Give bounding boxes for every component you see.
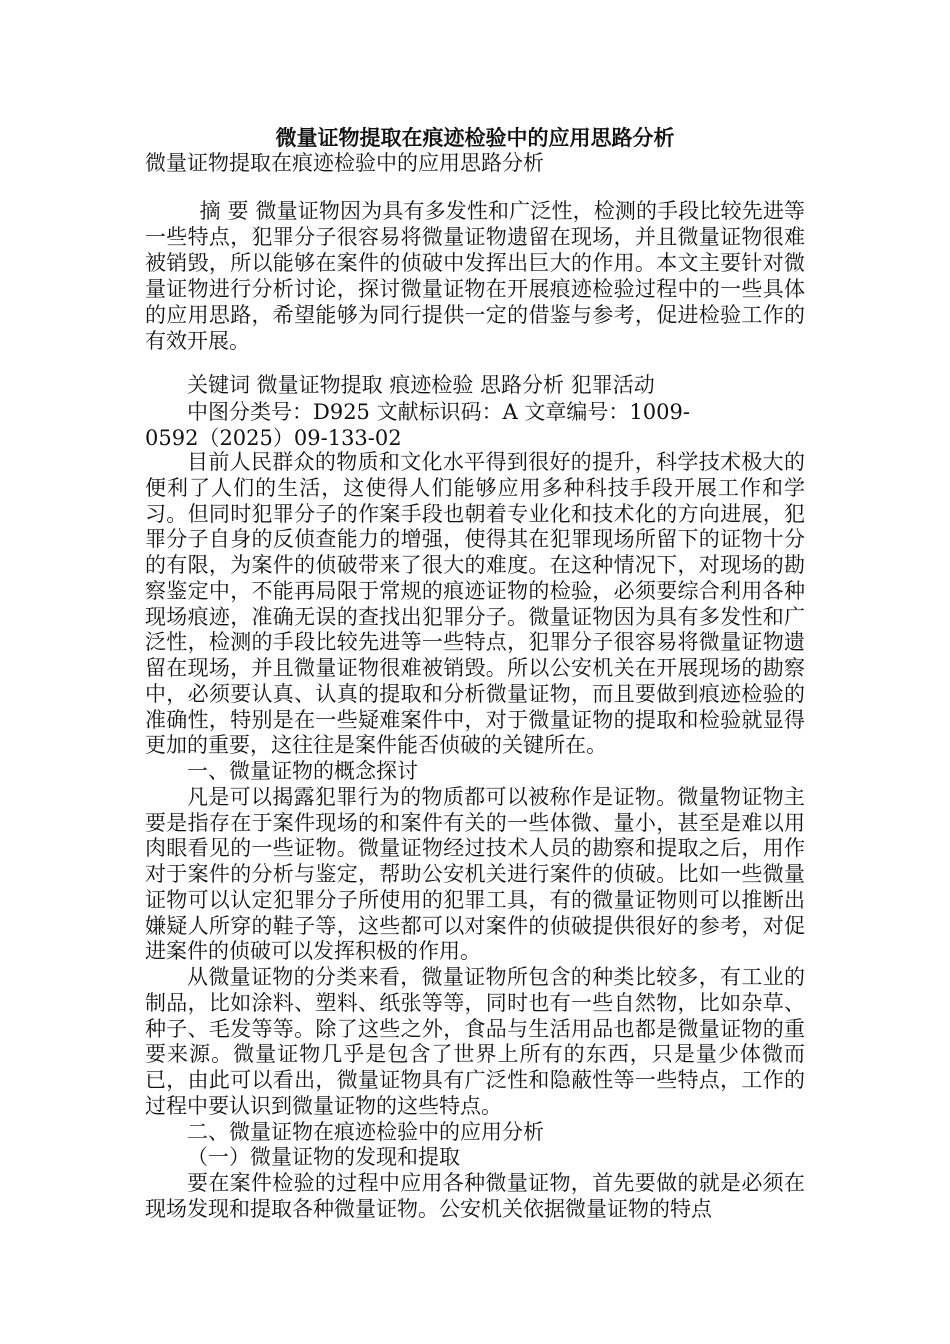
classification-info: 中图分类号：D925 文献标识码：A 文章编号：1009-0592（2025）09-133-02 bbox=[145, 400, 690, 450]
keywords: 关键词 微量证物提取 痕迹检验 思路分析 犯罪活动 bbox=[187, 373, 655, 397]
body-text bbox=[145, 450, 805, 1223]
section-heading-2: 二、微量证物在痕迹检验中的应用分析 bbox=[187, 1119, 544, 1144]
page-subtitle: 微量证物提取在痕迹检验中的应用思路分析 bbox=[145, 151, 544, 175]
abstract: 摘 要 微量证物因为具有多发性和广泛性，检测的手段比较先进等一些特点，犯罪分子很容易将微量证物遗留在现场，并且微量证物很难被销毁，所以能够在案件的侦破中发挥出巨大的作用。本文主要针对微量证物进行分析讨论，探讨微量证物在开展痕迹检验过程中的一些具体的应用思路，希望能够为同行提供一定的借鉴与参考，促进检验工作的有效开展。 bbox=[145, 199, 805, 353]
paragraph-concept: 凡是可以揭露犯罪行为的物质都可以被称作是证物。微量物证物主要是指存在于案件现场的和案件有关的一些体微、量小，甚至是难以用肉眼看见的一些证物。微量证物经过技术人员的勘察和提取之后，用作对于案件的分析与鉴定，帮助公安机关进行案件的侦破。比如一些微量证物可以认定犯罪分子所使用的犯罪工具，有的微量证物则可以推断出嫌疑人所穿的鞋子等，这些都可以对案件的侦破提供很好的参考，对促进案件的侦破可以发挥积极的作用。 bbox=[145, 784, 805, 964]
paragraph-classification: 从微量证物的分类来看，微量证物所包含的种类比较多，有工业的制品，比如涂料、塑料、纸张等等，同时也有一些自然物，比如杂草、种子、毛发等等。除了这些之外，食品与生活用品也都是微量证物的重要来源。微量证物几乎是包含了世界上所有的东西，只是量少体微而已，由此可以看出，微量证物具有广泛性和隐蔽性等一些特点，工作的过程中要认识到微量证物的这些特点。 bbox=[145, 965, 805, 1118]
paragraph-discovery: 要在案件检验的过程中应用各种微量证物，首先要做的就是必须在现场发现和提取各种微量证物。公安机关依据微量证物的特点 bbox=[145, 1171, 805, 1221]
page-title: 微量证物提取在痕迹检验中的应用思路分析 bbox=[275, 125, 675, 150]
paragraph-intro: 目前人民群众的物质和文化水平得到很好的提升，科学技术极大的便利了人们的生活，这使得人们能够应用多种科技手段开展工作和学习。但同时犯罪分子的作案手段也朝着专业化和技术化的方向进展，犯罪分子自身的反侦查能力的增强，使得其在犯罪现场所留下的证物十分的有限，为案件的侦破带来了很大的难度。在这种情况下，对现场的勘察鉴定中，不能再局限于常规的痕迹证物的检验，必须要综合利用各种现场痕迹，准确无误的查找出犯罪分子。微量证物因为具有多发性和广泛性，检测的手段比较先进等一些特点，犯罪分子很容易将微量证物遗留在现场，并且微量证物很难被销毁。所以公安机关在开展现场的勘察中，必须要认真、认真的提取和分析微量证物，而且要做到痕迹检验的准确性，特别是在一些疑难案件中，对于微量证物的提取和检验就显得更加的重要，这往往是案件能否侦破的关键所在。 bbox=[145, 450, 805, 758]
subsection-heading-1: （一）微量证物的发现和提取 bbox=[187, 1145, 460, 1170]
section-heading-1: 一、微量证物的概念探讨 bbox=[187, 759, 418, 783]
